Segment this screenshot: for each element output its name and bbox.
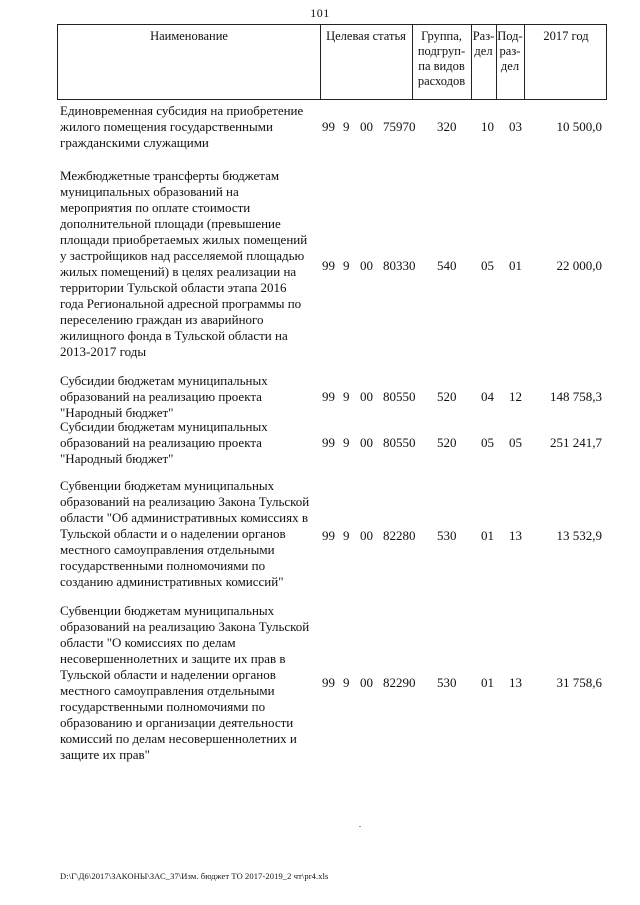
section-code: 05 bbox=[481, 258, 494, 273]
subsection-code: 12 bbox=[509, 389, 522, 404]
amount-2017: 10 500,0 bbox=[556, 119, 602, 134]
row-name: Субсидии бюджетам муниципальных образований на реализацию проекта "Народный бюджет" bbox=[60, 419, 268, 466]
target-article-code: 80330 bbox=[383, 258, 416, 273]
target-article-subprogram: 9 bbox=[343, 258, 350, 273]
target-article-event: 00 bbox=[360, 675, 373, 690]
section-code: 01 bbox=[481, 675, 494, 690]
target-article-code: 75970 bbox=[383, 119, 416, 134]
page-number: 101 bbox=[310, 6, 330, 20]
target-article-program: 99 bbox=[322, 528, 335, 543]
target-article-event: 00 bbox=[360, 435, 373, 450]
header-target-article: Целевая статья bbox=[326, 29, 406, 43]
subsection-code: 03 bbox=[509, 119, 522, 134]
expense-group: 530 bbox=[437, 528, 457, 543]
target-article-subprogram: 9 bbox=[343, 675, 350, 690]
row-name: Межбюджетные трансферты бюджетам муниципальных образований на мероприятия по оплате стоимости дополнительной площади (превышение площади приобретаемых жилых помещений у застройщиков над расселяемой площадью жилых помещений) в целях реализации на территории Тульской области этапа 2016 года Региональной адресной программы по переселению граждан из аварийного жилищного фонда в Тульской области на 2013-2017 годы bbox=[60, 168, 308, 359]
expense-group: 520 bbox=[437, 389, 457, 404]
amount-2017: 31 758,6 bbox=[556, 675, 602, 690]
subsection-code: 05 bbox=[509, 435, 522, 450]
expense-group: 530 bbox=[437, 675, 457, 690]
target-article-event: 00 bbox=[360, 258, 373, 273]
row-name: Субсидии бюджетам муниципальных образований на реализацию проекта "Народный бюджет" bbox=[60, 373, 268, 420]
row-values bbox=[0, 528, 640, 544]
target-article-program: 99 bbox=[322, 675, 335, 690]
table-header bbox=[57, 24, 607, 100]
amount-2017: 251 241,7 bbox=[550, 435, 602, 450]
target-article-subprogram: 9 bbox=[343, 389, 350, 404]
target-article-code: 80550 bbox=[383, 435, 416, 450]
row-values bbox=[0, 258, 640, 274]
target-article-subprogram: 9 bbox=[343, 435, 350, 450]
expense-group: 540 bbox=[437, 258, 457, 273]
target-article-subprogram: 9 bbox=[343, 119, 350, 134]
expense-group: 520 bbox=[437, 435, 457, 450]
section-code: 04 bbox=[481, 389, 494, 404]
subsection-code: 13 bbox=[509, 675, 522, 690]
row-values bbox=[0, 435, 640, 451]
row-values bbox=[0, 119, 640, 135]
amount-2017: 22 000,0 bbox=[556, 258, 602, 273]
target-article-event: 00 bbox=[360, 389, 373, 404]
amount-2017: 13 532,9 bbox=[556, 528, 602, 543]
row-name: Субвенции бюджетам муниципальных образований на реализацию Закона Тульской области "Об административных комиссиях в Тульской области и о наделении органов местного самоуправления отдельными государственными полномочиями по созданию административных комиссий" bbox=[60, 478, 310, 589]
target-article-event: 00 bbox=[360, 528, 373, 543]
target-article-program: 99 bbox=[322, 119, 335, 134]
target-article-code: 80550 bbox=[383, 389, 416, 404]
subsection-code: 13 bbox=[509, 528, 522, 543]
row-values bbox=[0, 675, 640, 691]
row-name: Единовременная субсидия на приобретение жилого помещения государственными гражданскими служащими bbox=[60, 103, 304, 150]
footer-file-path: D:\Г\Д6\2017\ЗАКОНЫ\ЗАС_37\Изм. бюджет ТО 2017-2019_2 чт\pr4.xls bbox=[60, 871, 329, 881]
header-subsection: Под- раз- дел bbox=[497, 29, 523, 73]
section-code: 01 bbox=[481, 528, 494, 543]
target-article-event: 00 bbox=[360, 119, 373, 134]
expense-group: 320 bbox=[437, 119, 457, 134]
amount-2017: 148 758,3 bbox=[550, 389, 602, 404]
subsection-code: 01 bbox=[509, 258, 522, 273]
section-code: 10 bbox=[481, 119, 494, 134]
row-values bbox=[0, 389, 640, 405]
row-name: Субвенции бюджетам муниципальных образований на реализацию Закона Тульской области "О комиссиях по делам несовершеннолетних и защите их прав в Тульской области и наделении органов местного самоуправления отдельными государственными полномочиями по образованию и организации деятельности комиссий по делам несовершеннолетних и защите их прав" bbox=[60, 603, 310, 762]
target-article-program: 99 bbox=[322, 389, 335, 404]
target-article-code: 82280 bbox=[383, 528, 416, 543]
header-year: 2017 год bbox=[543, 29, 589, 43]
target-article-subprogram: 9 bbox=[343, 528, 350, 543]
header-name: Наименование bbox=[150, 29, 228, 43]
section-code: 05 bbox=[481, 435, 494, 450]
header-group: Группа, подгруп- па видов расходов bbox=[417, 29, 466, 88]
header-section: Раз- дел bbox=[472, 29, 495, 58]
target-article-code: 82290 bbox=[383, 675, 416, 690]
scan-speck bbox=[359, 826, 361, 827]
target-article-program: 99 bbox=[322, 435, 335, 450]
target-article-program: 99 bbox=[322, 258, 335, 273]
